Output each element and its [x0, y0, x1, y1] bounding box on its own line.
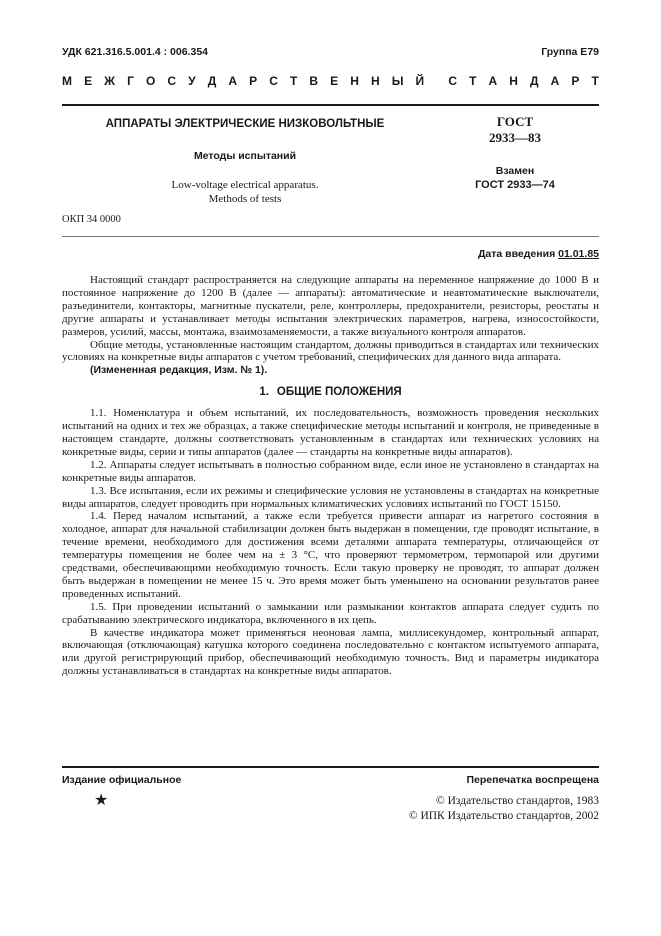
footer-divider [62, 766, 599, 768]
interstate-letter: Ж [104, 74, 116, 88]
change-note: (Измененная редакция, Изм. № 1). [90, 364, 268, 377]
interstate-standard-banner [62, 74, 599, 88]
interstate-letter: С [269, 74, 278, 88]
interstate-letter: В [309, 74, 319, 88]
interstate-letter: Д [530, 74, 539, 88]
interstate-letter: Н [350, 74, 359, 88]
middle-divider [62, 236, 599, 237]
interstate-letter: А [550, 74, 560, 88]
interstate-letter: С [448, 74, 457, 88]
okp-code: ОКП 34 0000 [62, 214, 121, 225]
interstate-letter: Т [469, 74, 477, 88]
section-number: 1. [259, 386, 269, 399]
replaces-label: Взамен [495, 165, 535, 177]
document-body [62, 274, 599, 678]
clause-1-5: 1.5. При проведении испытаний о замыкании или размыкании контактов аппарата следует судить по срабатыванию электрического индикатора, включенного в их цепь. [62, 600, 599, 626]
introduction-date-value: 01.01.85 [558, 248, 599, 260]
interstate-letter: Е [330, 74, 339, 88]
clause-1-4: 1.4. Перед началом испытаний, а также если требуется привести аппарат из нагретого состояния в холодное, аппарат для начальной стабилизации должен быть выдержан в помещении, где проводят испытание, в течение времени, необходимого для достижения всеми деталями аппарата температуры, отличающейся от температуры помещения не более чем на ± 3 °С, что проверяют термометром, термопарой или другими средствами, обеспечивающими необходимую точность. Если такую проверку не проводят, то аппарат должен быть выдержан в помещении не менее 15 ч. Это время может быть уменьшено на основании результатов ранее проведенных испытаний. [62, 510, 599, 600]
interstate-letter: Т [591, 74, 599, 88]
interstate-letter: А [228, 74, 238, 88]
group-code: Группа Е79 [541, 46, 599, 58]
interstate-letter: О [146, 74, 156, 88]
introduction-date [478, 248, 599, 260]
gost-number: 2933—83 [489, 130, 541, 145]
clause-1-1: 1.1. Номенклатура и объем испытаний, их последовательность, возможность проведения нескольких испытаний на одних и тех же образцах, а также специфические методы испытаний и контроля, не приведенные в настоящем стандарте, должны соответствовать установленным в стандартах или технических условиях на конкретные виды, серии и типы аппаратов (далее — стандарты на конкретные виды аппаратов). [62, 407, 599, 458]
clause-1-2: 1.2. Аппараты следует испытывать в полностью собранном виде, если иное не установлено в стандартах на конкретные виды аппаратов. [62, 458, 599, 484]
clause-1-5-indicator: В качестве индикатора может применяться неоновая лампа, миллисекундомер, контрольный аппарат, включающая (отключающая) катушка которого соединена последовательно с контактом испытуемого аппарата, или другой регистрирующий прибор, обеспечивающий необходимую точность. Вид и параметры индикатора должны устанавливаться в стандартах на конкретные виды аппаратов. [62, 626, 599, 678]
document-title: АППАРАТЫ ЭЛЕКТРИЧЕСКИЕ НИЗКОВОЛЬТНЫЕ [105, 118, 385, 130]
paragraph-general-methods: Общие методы, установленные настоящим стандартом, должны приводиться в стандартах или технических условиях на конкретные виды аппаратов с учетом требований, специфических для данного вида аппарата. [62, 338, 599, 364]
interstate-letter: Е [84, 74, 93, 88]
interstate-letter: Н [370, 74, 380, 88]
section-title: ОБЩИЕ ПОЛОЖЕНИЯ [276, 386, 402, 399]
interstate-letter: Т [289, 74, 298, 88]
interstate-letter: Ы [391, 74, 404, 88]
english-title [90, 178, 400, 206]
udk-code: УДК 621.316.5.001.4 : 006.354 [62, 46, 208, 58]
interstate-letter: Н [509, 74, 518, 88]
header-divider [62, 104, 599, 106]
interstate-letter: Р [249, 74, 258, 88]
gost-label: ГОСТ [496, 114, 534, 129]
interstate-letter: А [488, 74, 498, 88]
star-icon: ★ [94, 790, 109, 809]
gost-block [455, 114, 575, 193]
copyright-1983: © Издательство стандартов, 1983 [435, 795, 599, 807]
clause-1-3: 1.3. Все испытания, если их режимы и специфические условия не установлены в стандартах на конкретные виды аппаратов, следует проводить при нормальных климатических условиях испытаний по ГОСТ 15150. [62, 484, 599, 510]
english-title-line1: Low-voltage electrical apparatus. [171, 179, 319, 191]
interstate-letter: У [188, 74, 196, 88]
title-block [90, 118, 400, 206]
section-heading [62, 386, 599, 399]
document-subtitle: Методы испытаний [193, 150, 297, 162]
introduction-date-label: Дата введения [477, 248, 556, 260]
interstate-letter: С [167, 74, 177, 88]
replaces-number: ГОСТ 2933—74 [475, 179, 555, 191]
interstate-letter: Р [571, 74, 580, 88]
interstate-letter: М [62, 74, 72, 88]
paragraph-scope: Настоящий стандарт распространяется на следующие аппараты на переменное напряжение до 1000 В и постоянное напряжение до 1200 В (далее — аппараты): автоматические и неавтоматические выключатели, разъединители, контакторы, магнитные пускатели, реле, контроллеры, предохранители, резисторы, реостаты и другие аппараты и устанавливает методы испытания электрических параметров, нагрева, износостойкости, размеров, усилий, массы, монтажа, взаимозаменяемости, а также визуального контроля аппаратов. [62, 274, 599, 338]
reprint-prohibited: Перепечатка воспрещена [466, 774, 599, 786]
copyright-2002: © ИПК Издательство стандартов, 2002 [408, 810, 599, 822]
interstate-letter: Г [127, 74, 134, 88]
interstate-letter: Й [415, 74, 425, 88]
official-edition: Издание официальное [62, 774, 182, 786]
english-title-line2: Methods of tests [208, 193, 282, 205]
interstate-letter: Д [207, 74, 217, 88]
